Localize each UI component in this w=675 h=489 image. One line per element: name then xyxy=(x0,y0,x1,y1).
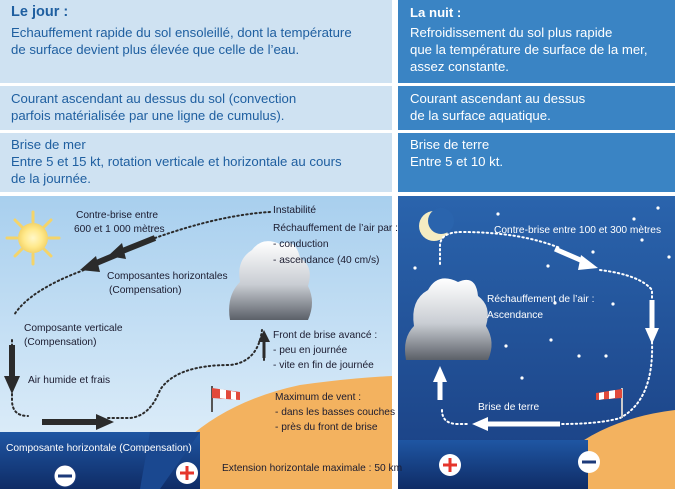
label-composante-verticale-2: (Compensation) xyxy=(24,337,97,348)
label-rechauffement-3: - ascendance (40 cm/s) xyxy=(273,255,380,266)
star-3 xyxy=(591,250,594,253)
star-7 xyxy=(413,266,416,269)
day-text2-line2: parfois matérialisée par une ligne de cumulus). xyxy=(11,108,285,123)
day-text2-line1: Courant ascendant au dessus du sol (convection xyxy=(11,91,297,106)
label-contre-brise-day-2: 600 et 1 000 mètres xyxy=(74,224,165,235)
night-text2-line2: de la surface aquatique. xyxy=(410,108,551,123)
label-rechauffement-1: Réchauffement de l’air par : xyxy=(273,223,398,234)
day-title: Le jour : xyxy=(11,4,69,20)
plus-night-icon xyxy=(439,454,461,476)
plus-day-icon xyxy=(176,462,198,484)
star-11 xyxy=(577,354,580,357)
sun-icon xyxy=(7,212,59,264)
star-10 xyxy=(611,302,614,305)
star-14 xyxy=(549,338,552,341)
label-maximum-vent-2: - dans les basses couches xyxy=(275,407,396,418)
label-rechauffement-2: - conduction xyxy=(273,239,329,250)
label-air-humide: Air humide et frais xyxy=(28,375,111,386)
star-15 xyxy=(667,255,670,258)
day-text1-line1: Echauffement rapide du sol ensoleillé, dont la température xyxy=(11,25,352,40)
label-contre-brise-day-1: Contre-brise entre xyxy=(76,210,159,221)
label-rechauffement-night-1: Réchauffement de l’air : xyxy=(487,294,595,305)
label-contre-brise-night: Contre-brise entre 100 et 300 mètres xyxy=(494,225,662,236)
day-text3-line3: de la journée. xyxy=(11,171,91,186)
star-2 xyxy=(546,264,549,267)
day-text3-line1: Brise de mer xyxy=(11,137,86,152)
label-front-brise-2: - peu en journée xyxy=(273,345,348,356)
label-composante-horizontale-bas: Composante horizontale (Compensation) xyxy=(6,443,192,454)
night-text3-line2: Entre 5 et 10 kt. xyxy=(410,154,504,169)
star-5 xyxy=(656,206,659,209)
label-composantes-horizontales-2: (Compensation) xyxy=(109,285,182,296)
star-1 xyxy=(496,212,499,215)
star-8 xyxy=(504,344,507,347)
label-composantes-horizontales-1: Composantes horizontales xyxy=(107,271,228,282)
label-front-brise-3: - vite en fin de journée xyxy=(273,360,374,371)
night-text3-line1: Brise de terre xyxy=(410,137,490,152)
label-extension: Extension horizontale maximale : 50 km xyxy=(222,463,403,474)
star-12 xyxy=(604,354,607,357)
label-rechauffement-night-2: Ascendance xyxy=(487,310,544,321)
star-13 xyxy=(520,376,523,379)
label-front-brise-1: Front de brise avancé : xyxy=(273,330,378,341)
star-6 xyxy=(640,238,643,241)
night-text2-line1: Courant ascendant au dessus xyxy=(410,91,586,106)
star-4 xyxy=(632,217,635,220)
minus-night-icon xyxy=(578,451,600,473)
label-brise-terre: Brise de terre xyxy=(478,402,540,413)
label-instabilite: Instabilité xyxy=(273,205,317,216)
minus-day-icon xyxy=(54,465,76,487)
day-text1-line2: de surface devient plus élevée que celle de l’eau. xyxy=(11,42,300,57)
day-text3-line2: Entre 5 et 15 kt, rotation verticale et horizontale au cours xyxy=(11,154,342,169)
label-maximum-vent-3: - près du front de brise xyxy=(275,422,378,433)
label-maximum-vent-1: Maximum de vent : xyxy=(275,392,362,403)
night-sea xyxy=(398,440,588,489)
night-text1-line1: Refroidissement du sol plus rapide xyxy=(410,25,613,40)
night-text1-line3: assez constante. xyxy=(410,59,509,74)
night-title: La nuit : xyxy=(410,5,462,20)
label-composante-verticale-1: Composante verticale xyxy=(24,323,123,334)
night-text1-line2: que la température de surface de la mer, xyxy=(410,42,648,57)
